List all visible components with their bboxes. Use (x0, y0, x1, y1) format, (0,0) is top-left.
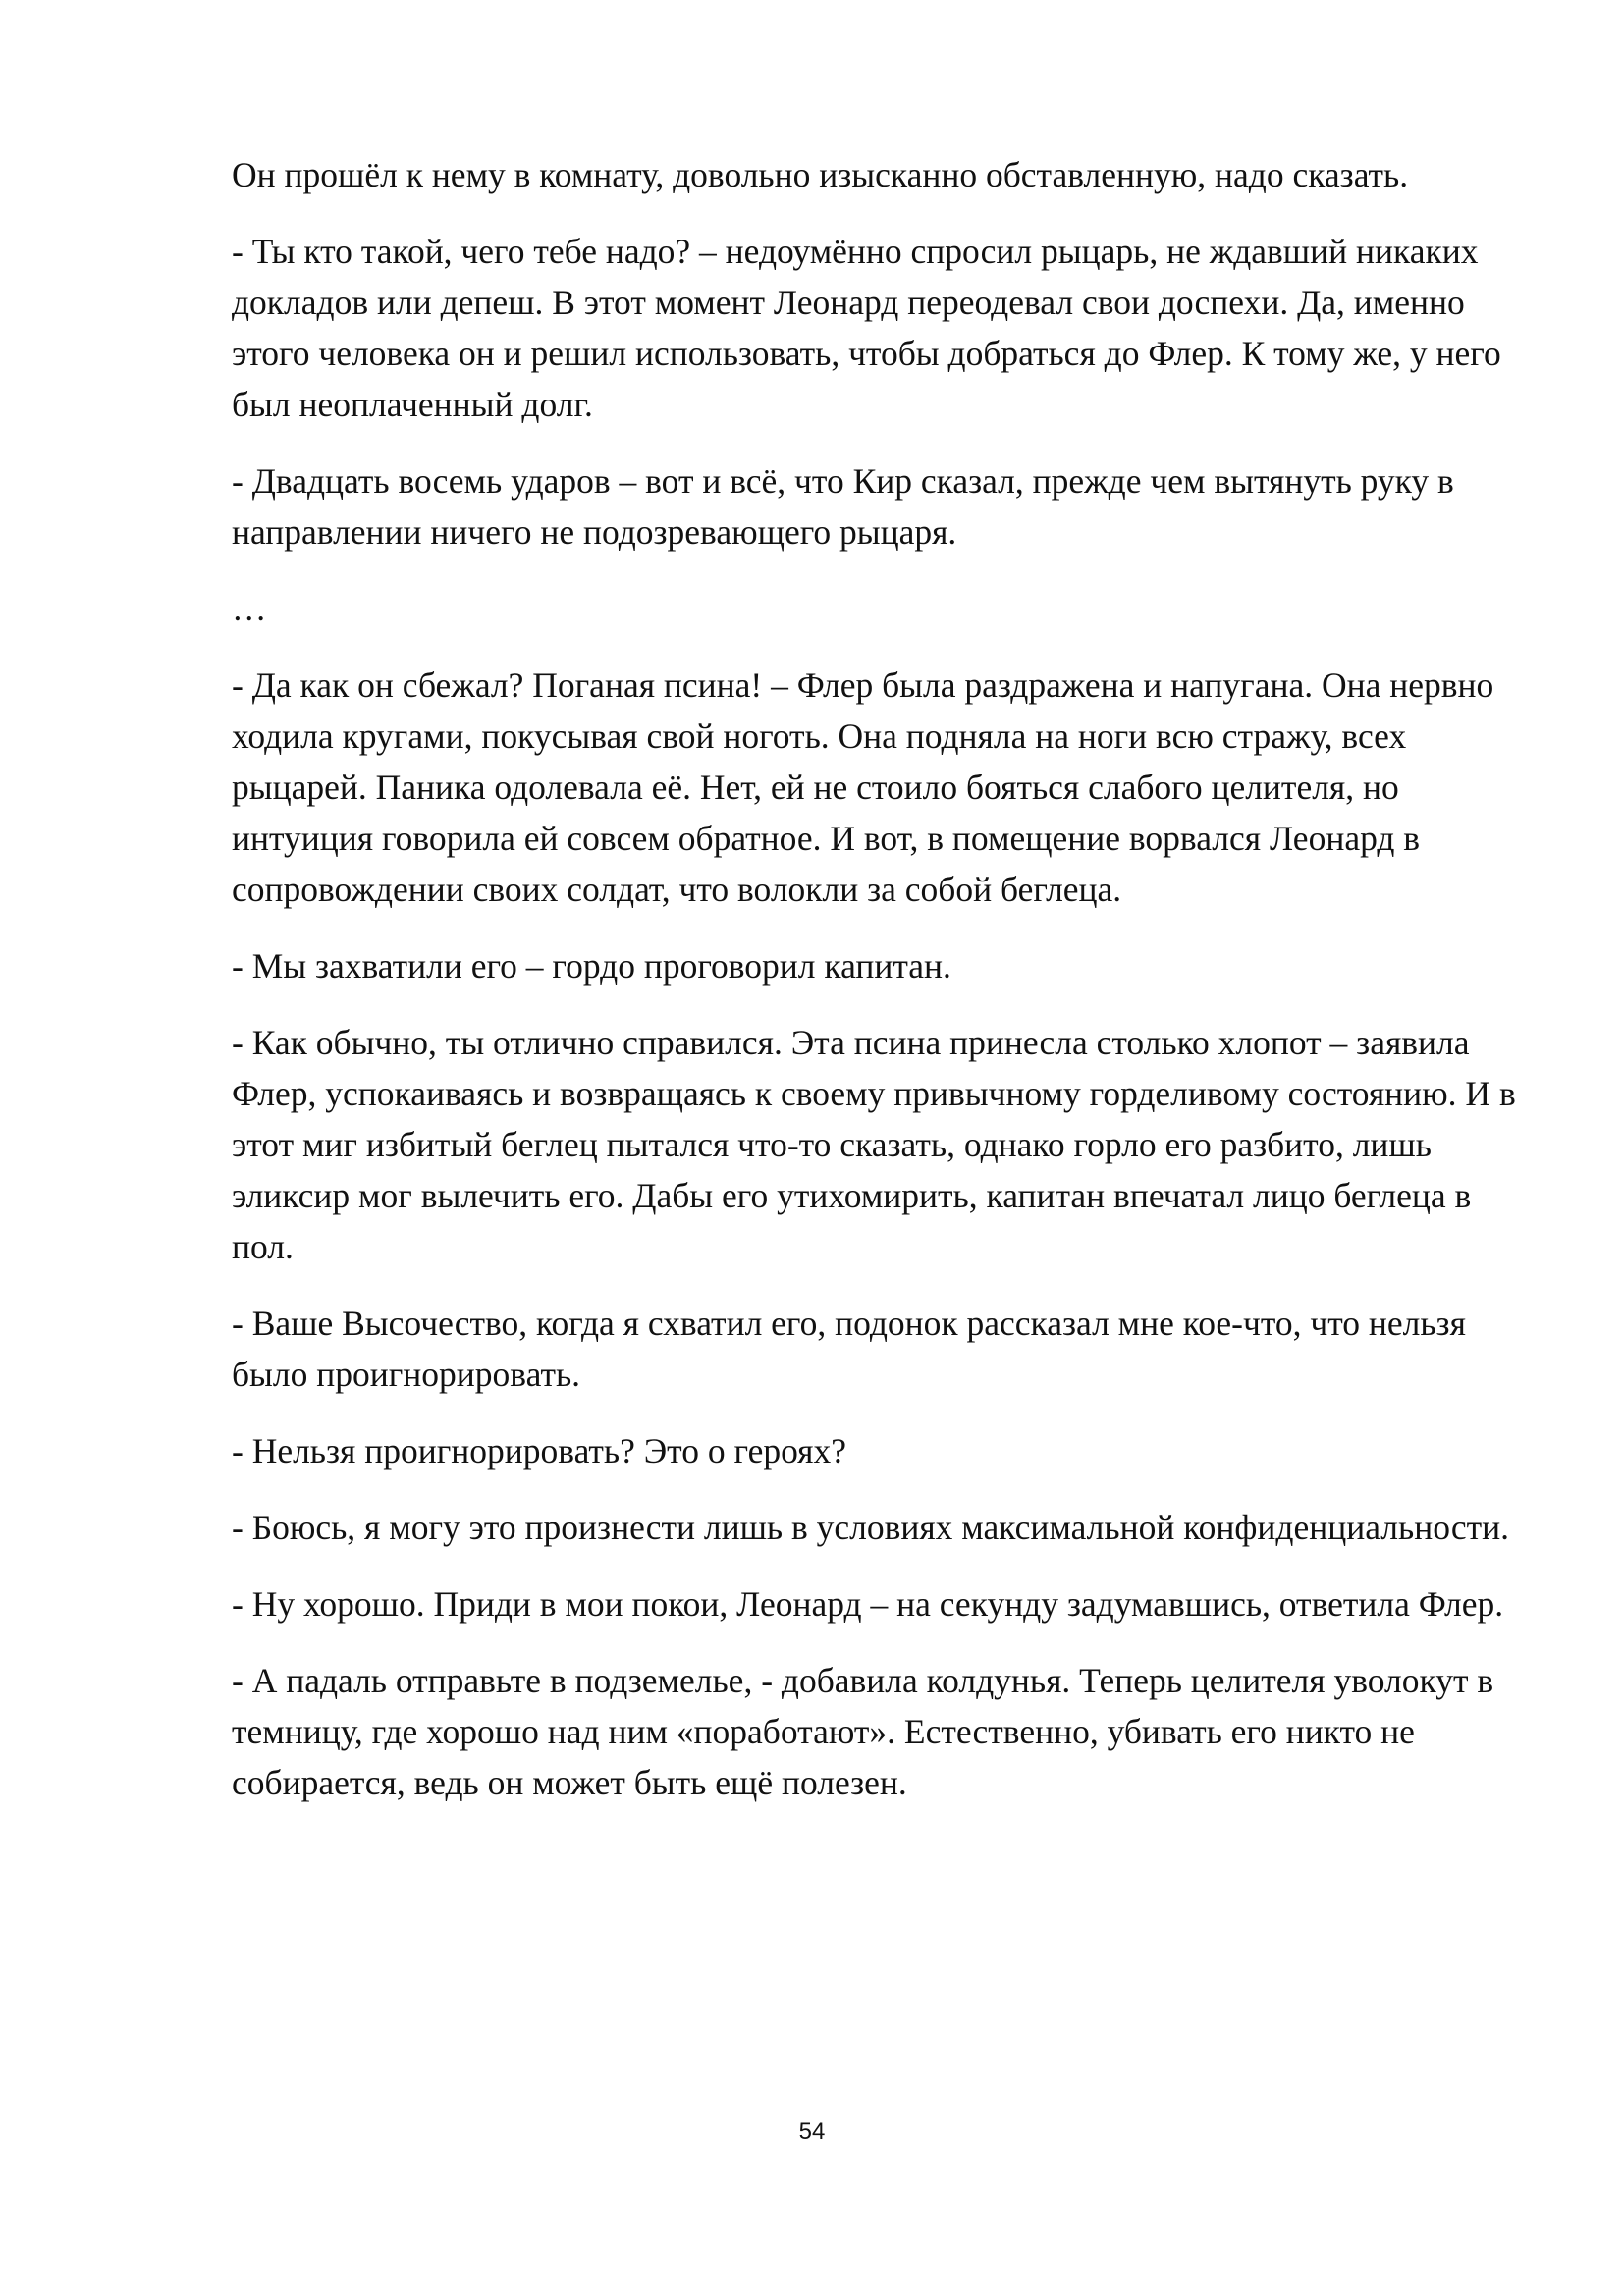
paragraph: - Ваше Высочество, когда я схватил его, подонок рассказал мне кое-что, что нельзя было проигнорировать. (232, 1304, 1466, 1394)
paragraph: - Двадцать восемь ударов – вот и всё, что Кир сказал, прежде чем вытянуть руку в направлении ничего не подозревающего рыцаря. (232, 461, 1454, 552)
page-number: 54 (798, 2118, 826, 2145)
scene-break: … (232, 589, 267, 628)
paragraph: - Боюсь, я могу это произнести лишь в условиях максимальной конфиденциальности. (232, 1508, 1509, 1547)
paragraph: - Нельзя проигнорировать? Это о героях? (232, 1431, 846, 1470)
paragraph: Он прошёл к нему в комнату, довольно изысканно обставленную, надо сказать. (232, 155, 1409, 194)
body-text (232, 149, 1538, 1834)
paragraph: - Ты кто такой, чего тебе надо? – недоумённо спросил рыцарь, не ждавший никаких докладов или депеш. В этот момент Леонард переодевал свои доспехи. Да, именно этого человека он и решил использовать, чтобы добраться до Флер. К тому же, у него был неоплаченный долг. (232, 232, 1501, 424)
paragraph: - Мы захватили его – гордо проговорил капитан. (232, 946, 951, 986)
paragraph: - Да как он сбежал? Поганая псина! – Флер была раздражена и напугана. Она нервно ходила кругами, покусывая свой ноготь. Она подняла на ноги всю стражу, всех рыцарей. Паника одолевала её. Нет, ей не стоило бояться слабого целителя, но интуиция говорила ей совсем обратное. И вот, в помещение ворвался Леонард в сопровождении своих солдат, что волокли за собой беглеца. (232, 666, 1494, 909)
paragraph: - Ну хорошо. Приди в мои покои, Леонард – на секунду задумавшись, ответила Флер. (232, 1584, 1504, 1624)
paragraph: - А падаль отправьте в подземелье, - добавила колдунья. Теперь целителя уволокут в темницу, где хорошо над ним «поработают». Естественно, убивать его никто не собирается, ведь он может быть ещё полезен. (232, 1661, 1494, 1802)
paragraph: - Как обычно, ты отлично справился. Эта псина принесла столько хлопот – заявила Флер, успокаиваясь и возвращаясь к своему привычному горделивому состоянию. И в этот миг избитый беглец пытался что-то сказать, однако горло его разбито, лишь эликсир мог вылечить его. Дабы его утихомирить, капитан впечатал лицо беглеца в пол. (232, 1023, 1516, 1266)
